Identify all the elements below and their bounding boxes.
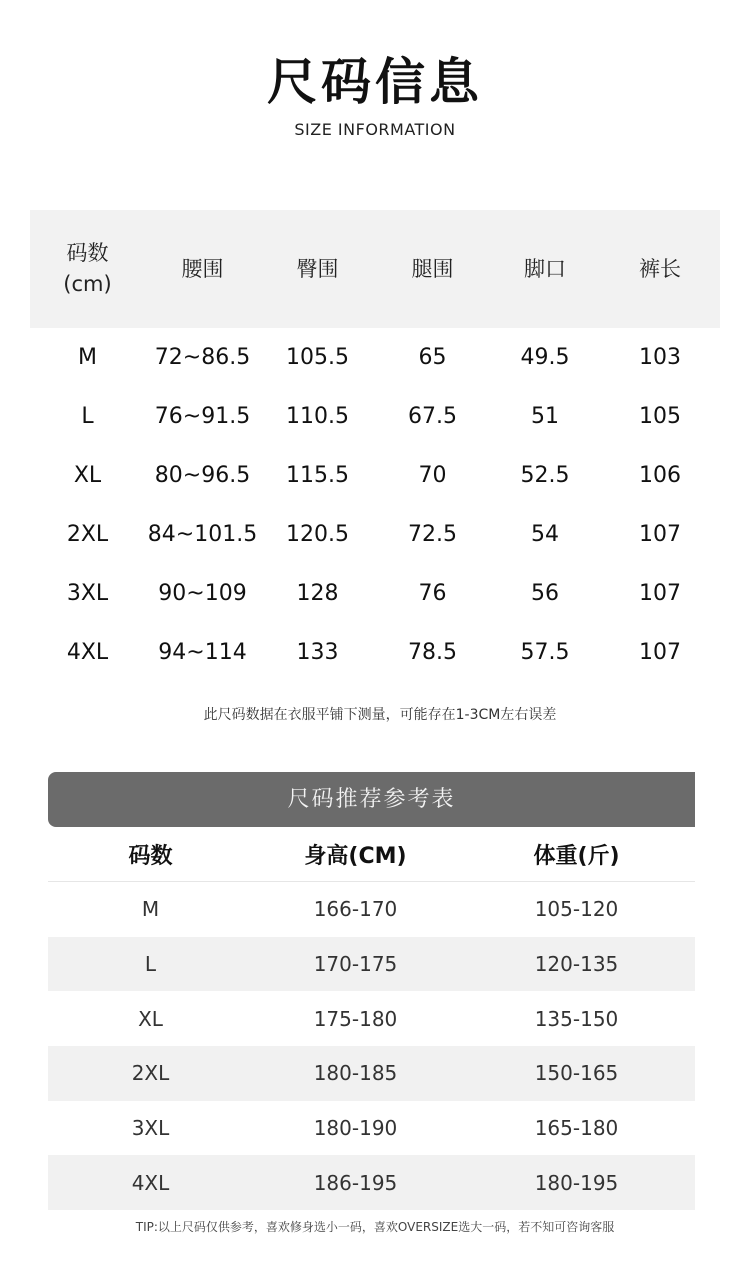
table-cell: 180-185 bbox=[313, 1061, 398, 1086]
table-cell: 105.5 bbox=[286, 345, 349, 370]
page-title: 尺码信息 bbox=[267, 53, 483, 111]
table-cell: 135-150 bbox=[534, 1006, 619, 1031]
table-row bbox=[48, 1046, 695, 1101]
table-cell: 67.5 bbox=[408, 404, 457, 429]
table-cell: XL bbox=[138, 1006, 163, 1031]
column-header-length: 裤长 bbox=[639, 256, 681, 281]
table-cell: 165-180 bbox=[534, 1116, 619, 1141]
table-cell: 4XL bbox=[131, 1170, 170, 1195]
column-header-size: 码数 (cm) bbox=[63, 241, 112, 296]
table-cell: 128 bbox=[296, 581, 339, 606]
table-cell: M bbox=[141, 897, 160, 922]
column-header-size: 码数 bbox=[128, 843, 173, 869]
table-cell: 186-195 bbox=[313, 1170, 398, 1195]
table-cell: 180-195 bbox=[534, 1170, 619, 1195]
table-cell: XL bbox=[73, 463, 102, 488]
table-cell: 133 bbox=[296, 640, 339, 665]
table-row bbox=[48, 1155, 695, 1210]
recommendation-table-header bbox=[48, 827, 695, 882]
table-cell: 105 bbox=[639, 404, 681, 429]
table-cell: 175-180 bbox=[313, 1006, 398, 1031]
table-cell: 2XL bbox=[66, 522, 109, 547]
size-table-body bbox=[30, 328, 720, 682]
size-table-header bbox=[30, 210, 720, 328]
table-cell: 49.5 bbox=[520, 345, 570, 370]
column-header-weight: 体重(斤) bbox=[533, 843, 620, 869]
table-cell: 3XL bbox=[66, 581, 109, 606]
column-header-height: 身高(CM) bbox=[304, 843, 407, 869]
table-cell: 65 bbox=[418, 345, 447, 370]
recommendation-table bbox=[48, 827, 695, 1210]
column-header-waist: 腰围 bbox=[181, 256, 224, 281]
table-cell: 107 bbox=[639, 640, 681, 665]
table-cell: 72.5 bbox=[408, 522, 457, 547]
table-cell: 115.5 bbox=[286, 463, 349, 488]
page-subtitle: SIZE INFORMATION bbox=[294, 120, 456, 139]
table-cell: 180-190 bbox=[313, 1116, 398, 1141]
table-cell: 107 bbox=[639, 581, 681, 606]
table-row bbox=[48, 882, 695, 937]
table-cell: 170-175 bbox=[313, 952, 398, 977]
measurement-note: 此尺码数据在衣服平铺下测量，可能存在1-3CM左右误差 bbox=[203, 707, 557, 723]
table-row bbox=[30, 446, 720, 505]
table-cell: 80~96.5 bbox=[154, 463, 251, 488]
table-cell: 166-170 bbox=[313, 897, 398, 922]
table-cell: 106 bbox=[639, 463, 681, 488]
table-cell: 76~91.5 bbox=[154, 404, 251, 429]
table-cell: 103 bbox=[639, 345, 681, 370]
table-cell: 56 bbox=[531, 581, 559, 606]
table-cell: 120-135 bbox=[534, 952, 619, 977]
table-cell: L bbox=[144, 952, 157, 977]
table-cell: 110.5 bbox=[286, 404, 349, 429]
table-cell: 51 bbox=[531, 404, 559, 429]
tip-text: TIP:以上尺码仅供参考，喜欢修身选小一码，喜欢OVERSIZE选大一码，若不知可咨询客服 bbox=[135, 1220, 615, 1234]
size-table bbox=[30, 210, 720, 682]
table-cell: 78.5 bbox=[408, 640, 457, 665]
table-cell: 57.5 bbox=[520, 640, 570, 665]
table-row bbox=[48, 1101, 695, 1156]
table-cell: 90~109 bbox=[158, 581, 247, 606]
table-cell: 54 bbox=[531, 522, 559, 547]
table-row bbox=[30, 564, 720, 623]
table-cell: M bbox=[78, 345, 97, 370]
table-row bbox=[48, 937, 695, 992]
table-cell: 52.5 bbox=[520, 463, 570, 488]
table-cell: 150-165 bbox=[534, 1061, 619, 1086]
table-cell: 107 bbox=[639, 522, 681, 547]
table-row bbox=[30, 328, 720, 387]
table-row bbox=[30, 387, 720, 446]
column-header-hip: 臀围 bbox=[296, 256, 339, 281]
table-cell: 105-120 bbox=[534, 897, 619, 922]
column-header-thigh: 腿围 bbox=[411, 256, 454, 281]
table-cell: 4XL bbox=[66, 640, 109, 665]
table-cell: 2XL bbox=[131, 1061, 170, 1086]
table-cell: 70 bbox=[418, 463, 447, 488]
table-cell: 84~101.5 bbox=[147, 522, 258, 547]
table-cell: L bbox=[81, 404, 94, 429]
table-row bbox=[30, 623, 720, 682]
table-cell: 72~86.5 bbox=[154, 345, 251, 370]
recommendation-title-bar: 尺码推荐参考表 bbox=[48, 772, 695, 827]
table-cell: 94~114 bbox=[158, 640, 247, 665]
table-cell: 120.5 bbox=[286, 522, 349, 547]
table-cell: 3XL bbox=[131, 1116, 170, 1141]
table-cell: 76 bbox=[418, 581, 447, 606]
table-row bbox=[48, 991, 695, 1046]
table-row bbox=[30, 505, 720, 564]
column-header-leg-opening: 脚口 bbox=[524, 256, 566, 281]
